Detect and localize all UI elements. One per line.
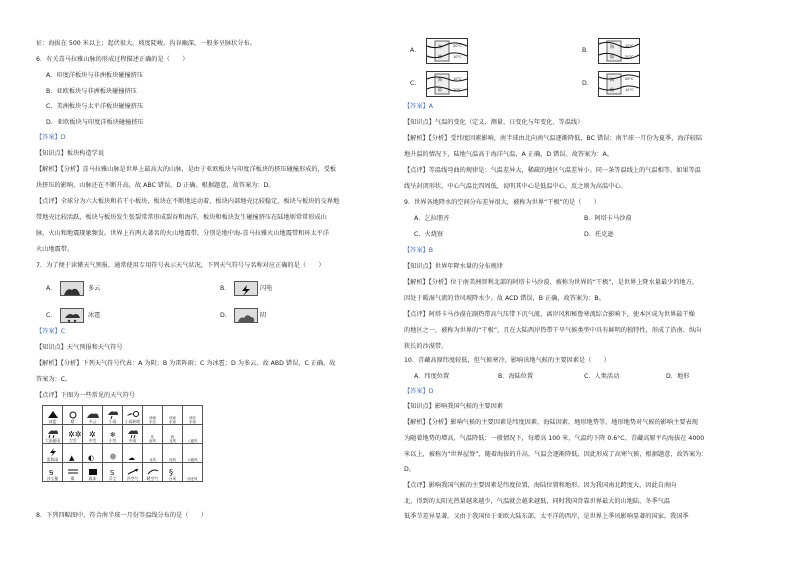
- isotherm-map-b: [598, 38, 640, 64]
- wind-symbol-cell: 北风: [143, 444, 163, 463]
- svg-text:20°C: 20°C: [453, 88, 462, 92]
- analysis: 地升温的情况下，陆地气温高于海洋气温，A 正确，D 错误。故答案为：A。: [404, 151, 613, 158]
- answer: 【答案】D: [36, 134, 66, 141]
- analysis: D。: [404, 466, 415, 473]
- analysis: 为随着地势的增高，气温降低：一般情况下，每增高 100 米，气温约下降 0.6°C。青藏高原平均海拔在 4000: [404, 435, 705, 442]
- cloudy-symbol-cell: 多云: [83, 406, 103, 425]
- analysis: 米以上，被称为“世界屋脊”，随着海拔的升高，气温会逐渐降低，因此形成了高寒气候，根据题意，故答案为：: [404, 451, 708, 458]
- svg-text:S: S: [109, 469, 114, 477]
- symbol-cell: [123, 444, 143, 463]
- svg-text:海: 海: [610, 44, 614, 49]
- option: D．亚欧板块与印度洋板块碰撞挤压: [46, 119, 144, 126]
- q10-option-c: C．人类活动: [584, 373, 620, 380]
- heavy-snow-symbol-cell: ✲✲ 大雪: [63, 425, 83, 444]
- option: A．印度洋板块与非洲板块碰撞挤压: [46, 72, 144, 79]
- svg-text:10°C: 10°C: [625, 88, 634, 92]
- option-c-label: 冰雹: [88, 312, 101, 319]
- analysis: 【解析】【分析】影响气候的主要因素是纬度因素、海陆因素、地形地势等，地形地势对气候的影响主要表现: [404, 419, 698, 426]
- svg-text:陆: 陆: [610, 87, 614, 92]
- wind-symbol-cell: 东 南风: [143, 425, 163, 444]
- svg-text:◐: ◐: [87, 454, 94, 462]
- svg-text:☁: ☁: [127, 454, 135, 462]
- wind-symbol-cell: 西北风: [183, 463, 203, 482]
- map-option-c: C．: [410, 80, 421, 87]
- map-option-d: D．: [582, 80, 593, 87]
- analysis: 【解析】【分析】受纬度因素影响，南半球由北向南气温逐渐降低，BC 错误；南半球一月份为夏季，海洋较陆: [404, 135, 703, 142]
- svg-text:✲✲: ✲✲: [67, 430, 81, 439]
- question-7: 7．为了便于读懂天气预报，通常使用专用符号表示天气状况，下列天气符号与名称对应正确的是（ ）: [36, 262, 325, 269]
- svg-text:20°C: 20°C: [625, 77, 634, 81]
- wind-symbol-cell: 西南 东南: [163, 406, 183, 425]
- answer: 【答案】A: [404, 103, 433, 110]
- map-option-b: B．: [582, 47, 593, 54]
- text-line: 征：海拔在 500 米以上；起伏很大，坡度陡峻，沟谷幽深，一般多呈脉状分布。: [36, 40, 256, 47]
- symbol-cell: [83, 444, 103, 463]
- wind-symbol-cell: 西南 东北: [143, 406, 163, 425]
- svg-text:海: 海: [438, 44, 442, 49]
- typhoon-symbol-cell: § 台风: [163, 463, 183, 482]
- moderate-snow-symbol-cell: ✲ 中雪: [83, 425, 103, 444]
- svg-text:10°C: 10°C: [453, 77, 462, 81]
- light-snow-symbol-cell: ❄ 小雪: [103, 425, 123, 444]
- svg-text:20°C: 20°C: [453, 44, 462, 48]
- question-8: 8．下列四幅图中，符合南半球一月份等温线分布的是（ ）: [36, 512, 207, 519]
- wind-symbol-cell: 西 北风: [163, 425, 183, 444]
- option-b-label: 闪电: [260, 285, 273, 292]
- option-a-label: 多云: [88, 285, 101, 292]
- comment: 带地壳比较活跃，板块与板块发生张裂常常形成裂谷和海洋，板块和板块发生碰撞挤压在陆地则常常形成山: [36, 214, 327, 221]
- svg-text:陆: 陆: [438, 87, 442, 92]
- wind-symbol-cell: 八级风: [183, 425, 203, 444]
- svg-text:10°C: 10°C: [625, 44, 634, 48]
- option-c: C．: [46, 312, 57, 319]
- knowledge-point: 【知识点】影响我国气候的主要因素: [404, 403, 503, 410]
- svg-text:✲: ✲: [88, 430, 96, 439]
- comment: 北，得到的太阳光热量越来越少，气温就会越来越低，同时我国背靠世界最大的山地陆，冬季气温: [404, 498, 671, 505]
- comment: 【点评】全球分为六大板块和若干小板块，板块在不断地运动着，板块内部地壳比较稳定，板块与板块的交界地: [36, 198, 340, 205]
- weather-symbol-table: [42, 405, 203, 482]
- isotherm-map-c: [426, 71, 468, 97]
- analysis: 【解析】【分析】位于南美洲智利北部的阿塔卡马沙漠，被称为世界的“干极”，是世界上降水量最少的地方，: [404, 279, 699, 286]
- heavy-rain-symbol-cell: 大雨暴雨: [43, 425, 63, 444]
- weather-cloudy-icon: [60, 281, 84, 296]
- overcast-icon: [234, 308, 258, 323]
- comment: 脉，火山和地震现象频发。世界上有两大著名的火山地震带，分别是地中海-喜马拉雅火山地震带和环太平洋: [36, 230, 330, 237]
- svg-text:Ꞩ: Ꞩ: [48, 469, 53, 477]
- q10-option-a: A．纬度位置: [414, 373, 450, 380]
- svg-text:海: 海: [438, 77, 442, 82]
- wind-symbol-cell: 西风: [163, 444, 183, 463]
- q9-option-b: B．阿塔卡马沙漠: [584, 215, 632, 222]
- question-6: 6．有关喜马拉雅山脉的形成过程描述正确的是（ ）: [36, 56, 189, 63]
- knowledge-point: 【知识点】气温的变化（定义、测量、日变化与年变化、等温线）: [404, 119, 584, 126]
- isotherm-map-a: [426, 38, 468, 64]
- isotherm-map-d: [598, 71, 640, 97]
- option: B．亚欧板块与非洲板块碰撞挤压: [46, 88, 137, 95]
- analysis: 【解析】【分析】下列天气符号代表：A 为阴；B 为雷阵雨；C 为冰雹；D 为多云。故 ABD 错误，C 正确，故: [36, 360, 336, 367]
- comment: 【点评】下图为一些常见的天气符号: [36, 392, 135, 399]
- knowledge-point: 【知识点】天气预报和天气符号: [36, 344, 123, 351]
- fog-symbol-cell: 雾: [63, 463, 83, 482]
- analysis: 因处于暖湿气流的背风坡降水少。故 ACD 错误，B 正确，故答案为：B。: [404, 295, 605, 302]
- option-b: B．: [220, 285, 231, 292]
- moderate-rain-symbol-cell: 中雨: [123, 425, 143, 444]
- knowledge-point: 【知识点】世界年降水量的分布规律: [404, 263, 503, 270]
- floating-dust-symbol-cell: S 浮尘: [103, 463, 123, 482]
- thunderstorm-symbol-cell: 雷阵雨: [43, 444, 63, 463]
- question-9: 9．世界各地降水的空间分布差异很大，被称为世界“干极”的是（ ）: [404, 199, 600, 206]
- cold-air-symbol-cell: 冷空气: [123, 463, 143, 482]
- analysis: 块挤压的影响，山脉还在不断升高，故 ABC 错误，D 正确。根据题意，故答案为：D。: [36, 182, 275, 189]
- q10-option-b: B．海陆位置: [498, 373, 534, 380]
- comment: 的地区之一，被称为世界的“干极”，且在大陆西岸热带干旱气候类型中具有鲜明的独特性，形成了沿南、纵向: [404, 327, 702, 334]
- light-rain-symbol-cell: 小雨: [103, 406, 123, 425]
- comment: 【点评】影响我国气候的主要因素是纬度位置，海陆位置和地形。因为我国南北跨度大，因此自南向: [404, 482, 677, 489]
- option-d-label: 阴: [260, 312, 267, 319]
- comment: 【点评】等温线弯曲的规律是：气温差异大，稀疏的地区气温差异小。同一条等温线上的气温相等，如果等温: [404, 167, 701, 174]
- q9-option-d: D．托克逊: [584, 231, 614, 238]
- map-option-a: A．: [410, 47, 421, 54]
- svg-text:海: 海: [610, 77, 614, 82]
- wind-symbol-cell: 六级风: [183, 444, 203, 463]
- svg-text:❄: ❄: [109, 431, 116, 439]
- knowledge-point: 【知识点】板块构造学说: [36, 150, 105, 157]
- analysis: 【解析】【分析】喜马拉雅山脉是世界上最高大的山脉，是由于亚欧板块与印度洋板块的挤压碰撞形成的，受板: [36, 166, 337, 173]
- svg-text:陆: 陆: [610, 54, 614, 59]
- lightning-icon: [234, 281, 258, 296]
- comment: 狭长的沙漠带。: [404, 343, 448, 350]
- sunny-symbol-cell: 晴: [63, 406, 83, 425]
- q9-option-c: C．火烧寮: [414, 231, 444, 238]
- svg-text:10°C: 10°C: [453, 55, 462, 59]
- svg-text:20°C: 20°C: [625, 55, 634, 59]
- svg-text:§: §: [168, 468, 173, 477]
- symbol-cell: [63, 444, 83, 463]
- comment: 【点评】阿塔卡马沙漠在副热带高气压带下沉气流、离岸风和秘鲁寒流综合影响下，使本区成为世界最干燥: [404, 311, 695, 318]
- option: C．美洲板块与太平洋板块碰撞挤压: [46, 103, 144, 110]
- answer: 【答案】D: [404, 388, 434, 395]
- frost-symbol-cell: 霜冻: [83, 463, 103, 482]
- comment: 火山地震带。: [36, 246, 74, 253]
- question-10: 10．青藏高原纬度较低，但气候寒冷，影响该地气候的主要因素是（ ）: [404, 357, 610, 364]
- hail-icon: [60, 308, 84, 323]
- comment: 线呈封闭形状，中心气温比四周低，说明其中心是低温中心，反之则为高温中心。: [404, 183, 627, 190]
- answer: 【答案】B: [404, 247, 433, 254]
- wind-symbol-cell: 西北 东南: [183, 406, 203, 425]
- svg-text:▲: ▲: [68, 454, 74, 462]
- sandstorm-symbol-cell: Ꞩ 沙尘暴: [43, 463, 63, 482]
- comment: 低季节差异显著。又由于我国位于亚欧大陆东部，太平洋的西岸，是世界上季风影响显著的国家。我国季: [404, 513, 689, 520]
- q10-option-d: D．地形: [666, 373, 690, 380]
- answer: 【答案】C: [36, 328, 66, 335]
- option-a: A．: [46, 285, 57, 292]
- option-d: D．: [220, 312, 231, 319]
- symbol-cell: [103, 444, 123, 463]
- svg-text:陆: 陆: [438, 54, 442, 59]
- warm-air-symbol-cell: 暖空气: [143, 463, 163, 482]
- rain-to-sunny-symbol-cell: 小雨转晴: [123, 406, 143, 425]
- hail-symbol-cell: 冰雹: [43, 406, 63, 425]
- analysis: 答案为：C。: [36, 376, 72, 383]
- q9-option-a: A．乞拉朋齐: [414, 215, 450, 222]
